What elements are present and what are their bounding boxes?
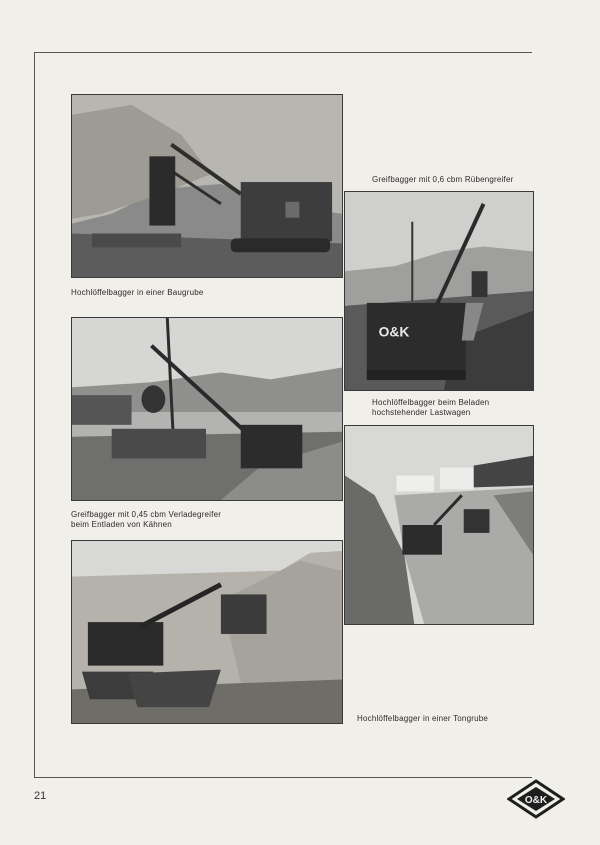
photo1-caption: Hochlöffelbagger in einer Baugrube: [71, 288, 204, 297]
photo4-caption-line2: hochstehender Lastwagen: [372, 408, 471, 417]
logo-text: O&K: [524, 795, 548, 806]
page-number: 21: [34, 790, 47, 802]
ok-diamond-logo-icon: [507, 779, 565, 819]
photo-shovel-loading-trucks: [344, 425, 534, 625]
photo3-caption-line2: beim Entladen von Kähnen: [71, 520, 172, 529]
photo4-caption-line1: Hochlöffelbagger beim Beladen: [372, 398, 490, 407]
photo-shovel-excavator-pit: [71, 94, 343, 278]
machine-lettering-photo2: O&K: [378, 323, 410, 340]
photo5-caption: Hochlöffelbagger in einer Tongrube: [357, 714, 489, 723]
photo-grab-excavator-beet: [344, 191, 534, 391]
photo-shovel-clay-pit: [71, 540, 343, 724]
photo2-caption: Greifbagger mit 0,6 cbm Rübengreifer: [372, 175, 514, 184]
photo-grab-excavator-barges: [71, 317, 343, 501]
photo3-caption-line1: Greifbagger mit 0,45 cbm Verladegreifer: [71, 510, 222, 519]
